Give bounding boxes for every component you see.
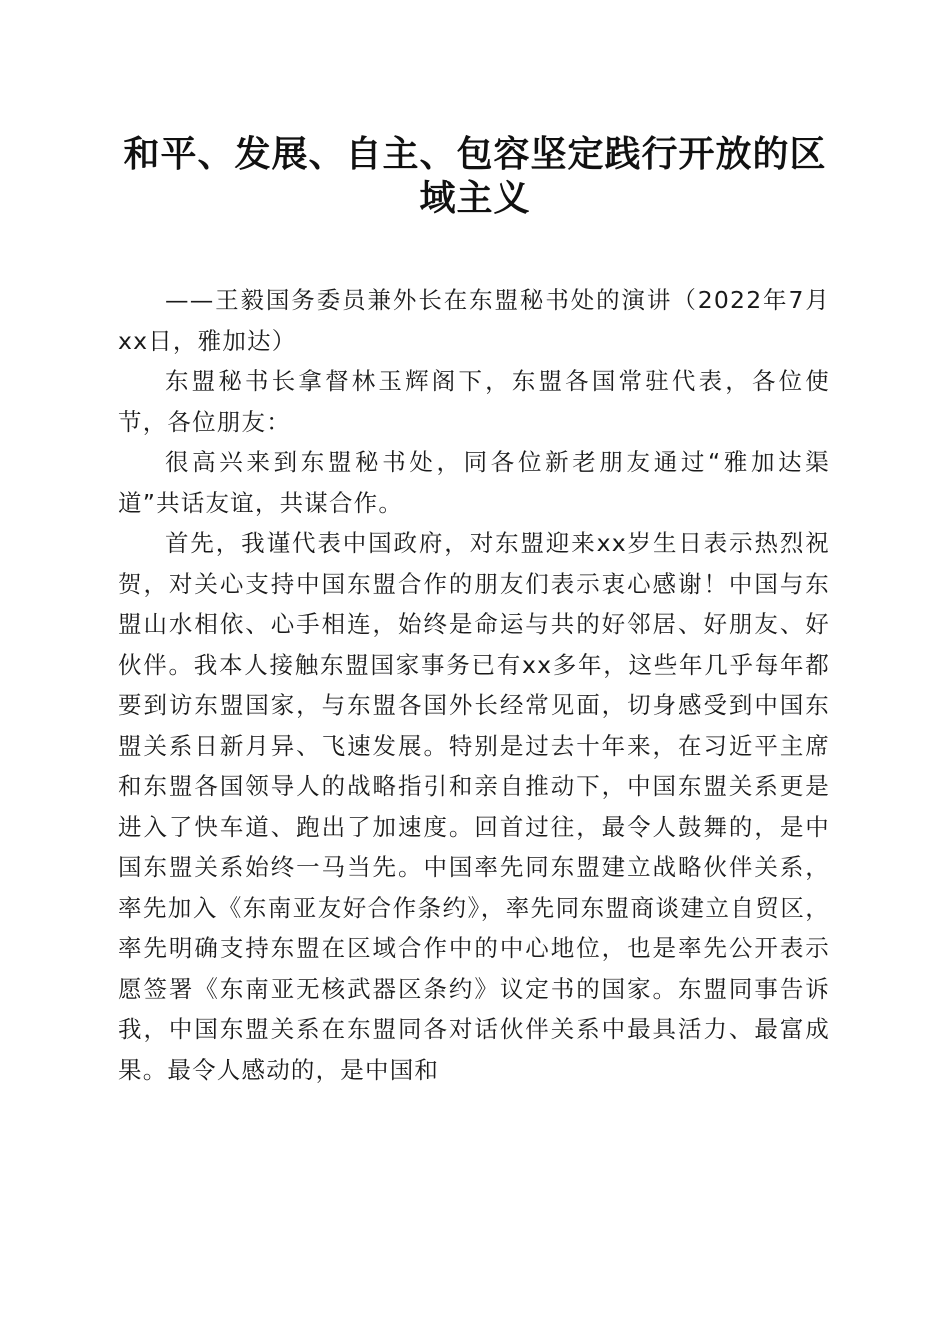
document-title: 和平、发展、自主、包容坚定践行开放的区域主义 <box>123 133 827 219</box>
speech-subtitle: ——王毅国务委员兼外长在东盟秘书处的演讲（2022年7月xx日，雅加达） <box>118 286 830 355</box>
body-paragraph: 首先，我谨代表中国政府，对东盟迎来xx岁生日表示热烈祝贺，对关心支持中国东盟合作的朋友们表示衷心感谢！中国与东盟山水相依、心手相连，始终是命运与共的好邻居、好朋友、好伙伴。我本人接触东盟国家事务已有xx多年，这些年几乎每年都要到访东盟国家，与东盟各国外长经常见面，切身感受到中国东盟关系日新月异、飞速发展。特别是过去十年来，在习近平主席和东盟各国领导人的战略指引和亲自推动下，中国东盟关系更是进入了快车道、跑出了加速度。回首过往，最令人鼓舞的，是中国东盟关系始终一马当先。中国率先同东盟建立战略伙伴关系，率先加入《东南亚友好合作条约》，率先同东盟商谈建立自贸区，率先明确支持东盟在区域合作中的中心地位，也是率先公开表示愿签署《东南亚无核武器区条约》议定书的国家。东盟同事告诉我，中国东盟关系在东盟同各对话伙伴关系中最具活力、最富成果。最令人感动的，是中国和 <box>118 529 830 1084</box>
document-body <box>118 280 830 1090</box>
salutation-paragraph: 东盟秘书长拿督林玉辉阁下，东盟各国常驻代表，各位使节，各位朋友： <box>118 367 830 436</box>
opening-paragraph: 很高兴来到东盟秘书处，同各位新老朋友通过“雅加达渠道”共话友谊，共谋合作。 <box>118 448 830 517</box>
